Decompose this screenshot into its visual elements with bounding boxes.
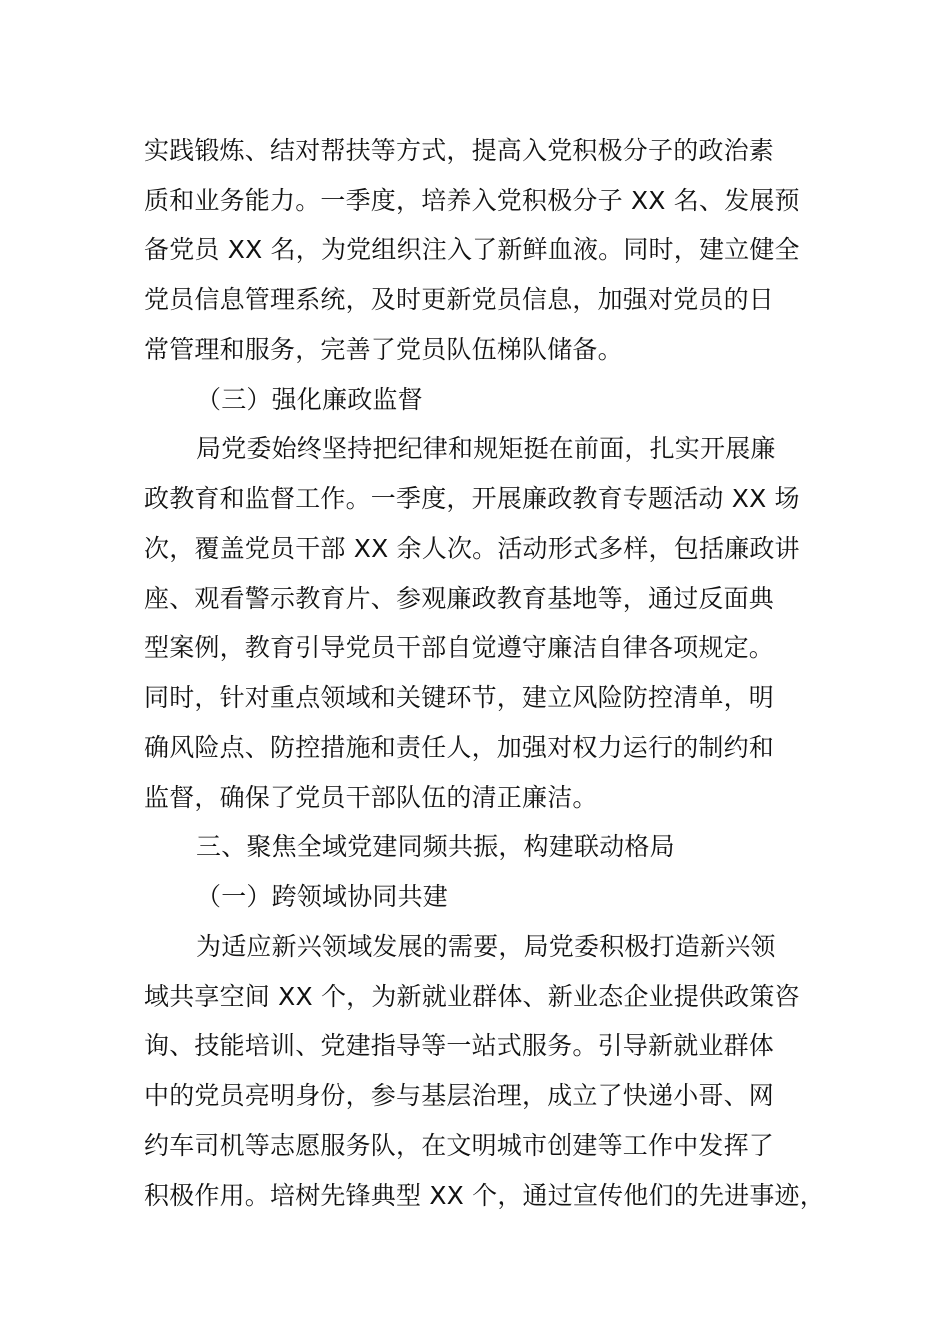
body-text-line: 域共享空间 XX 个，为新就业群体、新业态企业提供政策咨 [144, 982, 800, 1011]
paragraph-first-line: 局党委始终坚持把纪律和规矩挺在前面，扎实开展廉 [196, 434, 776, 463]
body-text-line: 次，覆盖党员干部 XX 余人次。活动形式多样，包括廉政讲 [144, 534, 800, 563]
body-text-line: 备党员 XX 名，为党组织注入了新鲜血液。同时，建立健全 [144, 235, 800, 264]
body-text-line: 约车司机等志愿服务队，在文明城市创建等工作中发挥了 [144, 1131, 775, 1160]
section-subheading: （三）强化廉政监督 [196, 385, 423, 414]
body-text-line: 询、技能培训、党建指导等一站式服务。引导新就业群体 [144, 1031, 775, 1060]
body-text-line: 同时，针对重点领域和关键环节，建立风险防控清单，明 [144, 683, 775, 712]
body-text-line: 监督，确保了党员干部队伍的清正廉洁。 [144, 783, 598, 812]
body-text-line: 党员信息管理系统，及时更新党员信息，加强对党员的日 [144, 285, 775, 314]
body-text-line: 质和业务能力。一季度，培养入党积极分子 XX 名、发展预 [144, 186, 800, 215]
body-text-line: 实践锻炼、结对帮扶等方式，提高入党积极分子的政治素 [144, 136, 775, 165]
body-text-line: 常管理和服务，完善了党员队伍梯队储备。 [144, 335, 623, 364]
section-subheading: （一）跨领域协同共建 [196, 882, 449, 911]
body-text-line: 型案例，教育引导党员干部自觉遵守廉洁自律各项规定。 [144, 633, 775, 662]
section-heading: 三、聚焦全域党建同频共振，构建联动格局 [196, 832, 675, 861]
body-text-line: 确风险点、防控措施和责任人，加强对权力运行的制约和 [144, 733, 775, 762]
body-text-line: 政教育和监督工作。一季度，开展廉政教育专题活动 XX 场 [144, 484, 800, 513]
body-text-line: 积极作用。培树先锋典型 XX 个，通过宣传他们的先进事迹， [144, 1181, 825, 1210]
body-text-line: 中的党员亮明身份，参与基层治理，成立了快递小哥、网 [144, 1081, 775, 1110]
body-text-line: 座、观看警示教育片、参观廉政教育基地等，通过反面典 [144, 584, 775, 613]
paragraph-first-line: 为适应新兴领域发展的需要，局党委积极打造新兴领 [196, 932, 776, 961]
